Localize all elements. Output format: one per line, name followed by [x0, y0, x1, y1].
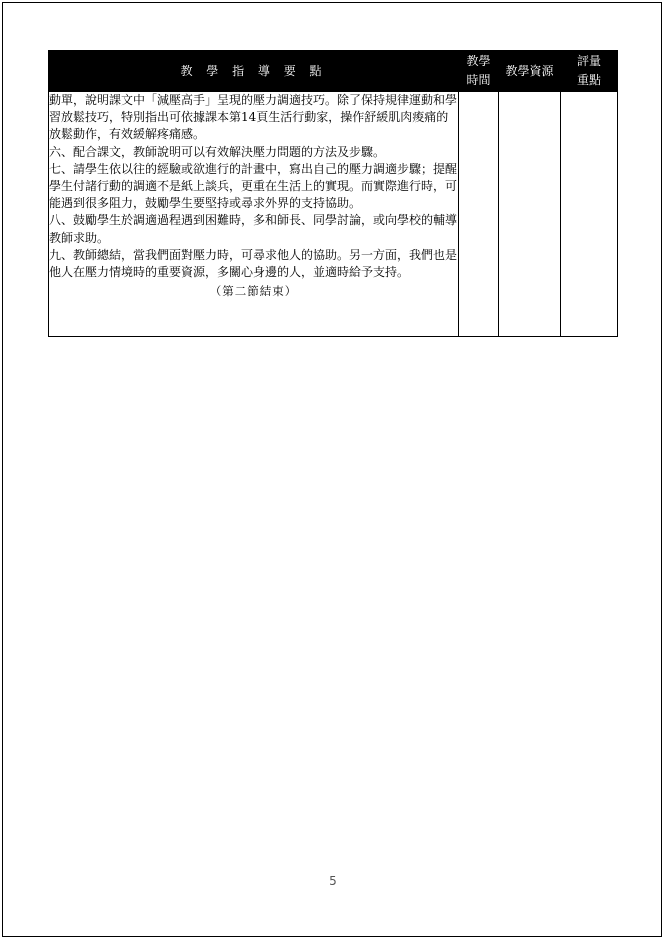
time-cell [459, 92, 499, 337]
guidance-paragraph: 動單，說明課文中「減壓高手」呈現的壓力調適技巧。除了保持規律運動和學習放鬆技巧，特別指出可依據課本第14頁生活行動家，操作舒緩肌肉痠痛的放鬆動作，有效緩解疼痛感。 [49, 93, 458, 142]
resources-cell [499, 92, 561, 337]
guidance-paragraph: 九、教師總結，當我們面對壓力時，可尋求他人的協助。另一方面，我們也是他人在壓力情境時的重要資源，多關心身邊的人，並適時給予支持。 [49, 247, 458, 280]
guidance-cell [49, 92, 459, 337]
section-end-note: （第二節結束） [209, 284, 298, 299]
guidance-paragraph: 七、請學生依以往的經驗或欲進行的計畫中，寫出自己的壓力調適步驟；提醒學生付諸行動的調適不是紙上談兵，更重在生活上的實現。而實際進行時，可能遇到很多阻力，鼓勵學生要堅持或尋求外界的支持協助。 [49, 161, 458, 211]
assessment-cell [561, 92, 618, 337]
table-header-row [49, 51, 618, 92]
header-assessment-line2: 重點 [576, 73, 601, 87]
header-guidance: 教 學 指 導 要 點 [49, 51, 459, 92]
page-number: 5 [329, 874, 337, 888]
header-assessment-line1: 評量 [576, 54, 601, 68]
lesson-plan-table [48, 50, 618, 337]
table-row [49, 92, 618, 337]
header-time [459, 51, 499, 92]
header-assessment [561, 51, 618, 92]
header-resources: 教學資源 [499, 51, 561, 92]
header-time-line2: 時間 [466, 73, 491, 87]
guidance-paragraph: 六、配合課文，教師說明可以有效解決壓力問題的方法及步驟。 [49, 144, 386, 159]
guidance-paragraph: 八、鼓勵學生於調適過程遇到困難時，多和師長、同學討論，或向學校的輔導教師求助。 [49, 213, 458, 245]
header-time-line1: 教學 [466, 54, 491, 68]
